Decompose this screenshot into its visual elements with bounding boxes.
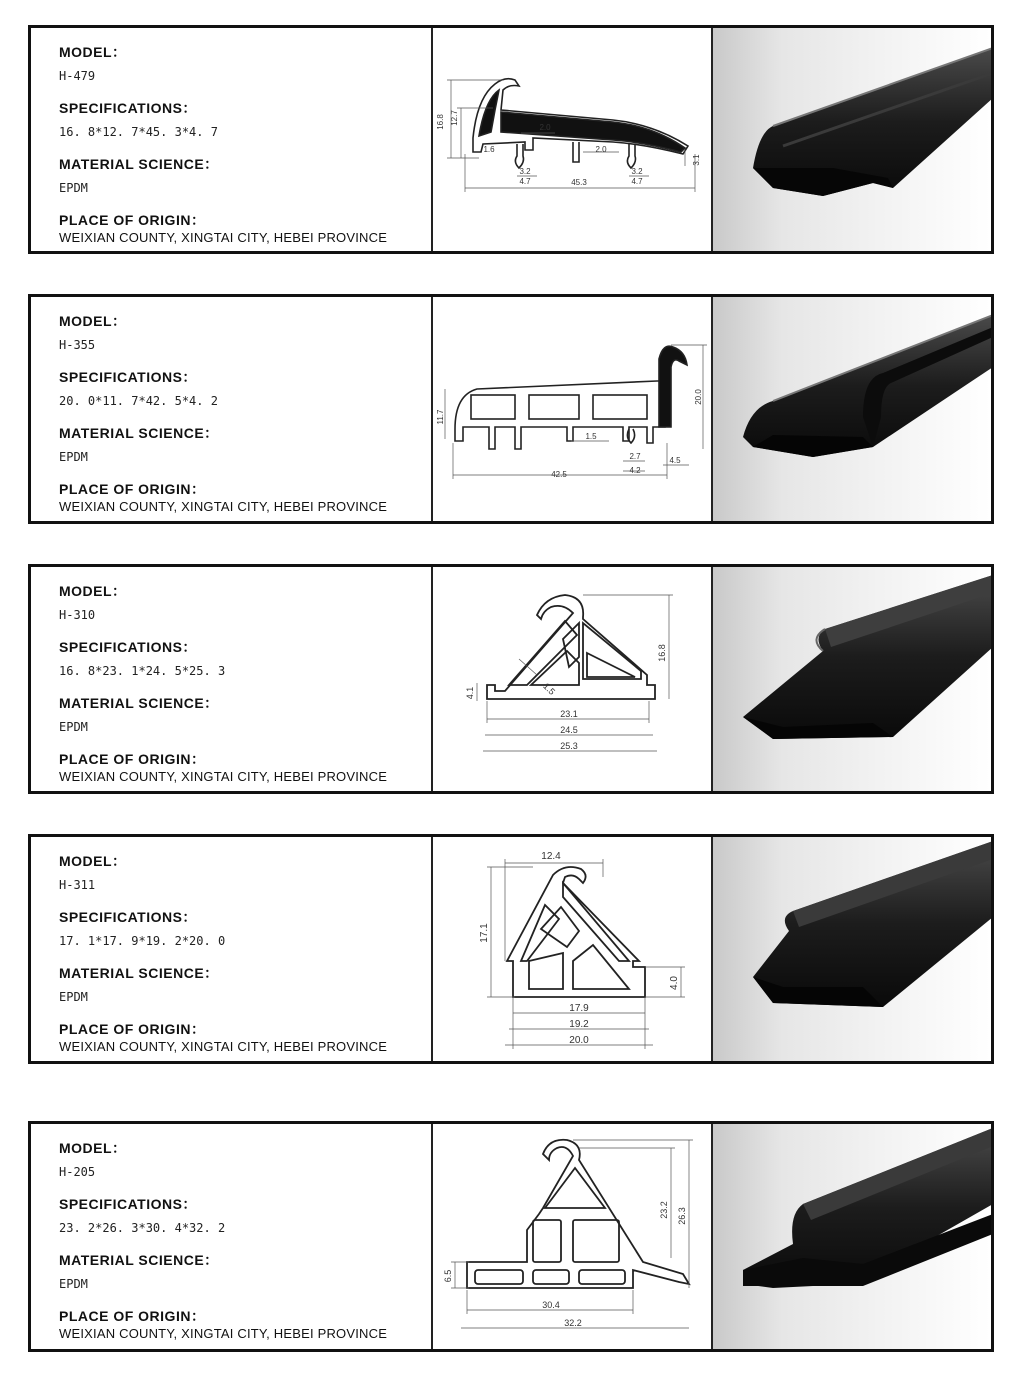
product-card (28, 1121, 994, 1352)
specifications-value: 16. 8*23. 1*24. 5*25. 3 (59, 664, 226, 678)
origin-value: WEIXIAN COUNTY, XINGTAI CITY, HEBEI PROVINCE (59, 499, 388, 514)
product-photo (713, 1124, 991, 1349)
specifications-value: 20. 0*11. 7*42. 5*4. 2 (59, 394, 218, 408)
origin-value: WEIXIAN COUNTY, XINGTAI CITY, HEBEI PROVINCE (59, 769, 388, 784)
dim-text: 11.7 (436, 409, 445, 425)
model-label: MODEL： (59, 853, 127, 869)
specifications-label: SPECIFICATIONS： (59, 100, 197, 116)
specifications-value: 16. 8*12. 7*45. 3*4. 7 (59, 125, 218, 139)
product-card (28, 294, 994, 524)
dim-text: 24.5 (560, 725, 578, 735)
specifications-label: SPECIFICATIONS： (59, 639, 197, 655)
product-photo (713, 28, 991, 251)
model-value: H-355 (59, 338, 96, 352)
product-card (28, 564, 994, 794)
product-info (31, 1124, 433, 1349)
dim-text: 16.8 (657, 644, 667, 662)
dim-text: 12.4 (541, 851, 561, 862)
profile-render (713, 1124, 991, 1349)
profile-drawing-svg (433, 567, 711, 791)
material-value: EPDM (59, 990, 88, 1004)
dim-text: 19.2 (569, 1019, 589, 1030)
origin-label: PLACE OF ORIGIN： (59, 1021, 206, 1037)
profile-drawing (433, 28, 713, 251)
material-value: EPDM (59, 450, 88, 464)
profile-drawing (433, 297, 713, 521)
product-photo (713, 297, 991, 521)
origin-label: PLACE OF ORIGIN： (59, 1308, 206, 1324)
dim-text: 2.7 (629, 452, 641, 461)
dim-text: 26.3 (677, 1207, 687, 1225)
dim-text: 4.7 (631, 177, 643, 186)
product-info (31, 567, 433, 791)
profile-render (713, 297, 991, 521)
dim-text: 23.1 (560, 709, 578, 719)
material-value: EPDM (59, 720, 88, 734)
dim-text: 20.0 (694, 389, 703, 405)
dim-text: 30.4 (542, 1300, 560, 1310)
origin-label: PLACE OF ORIGIN： (59, 751, 206, 767)
product-photo (713, 837, 991, 1061)
origin-value: WEIXIAN COUNTY, XINGTAI CITY, HEBEI PROVINCE (59, 1039, 388, 1054)
dim-text: 3.2 (519, 167, 531, 176)
profile-drawing-svg (433, 837, 711, 1061)
profile-render (713, 28, 991, 251)
dim-text: 4.2 (629, 466, 641, 475)
product-card (28, 834, 994, 1064)
origin-value: WEIXIAN COUNTY, XINGTAI CITY, HEBEI PROVINCE (59, 230, 388, 245)
dim-text: 17.1 (479, 923, 490, 943)
model-value: H-310 (59, 608, 96, 622)
dim-text: 42.5 (551, 470, 567, 479)
dim-text: 23.2 (659, 1201, 669, 1219)
dim-text: 1.6 (483, 145, 495, 154)
material-label: MATERIAL SCIENCE： (59, 1252, 219, 1268)
material-value: EPDM (59, 181, 88, 195)
material-value: EPDM (59, 1277, 88, 1291)
profile-drawing (433, 837, 713, 1061)
material-label: MATERIAL SCIENCE： (59, 156, 219, 172)
model-value: H-479 (59, 69, 96, 83)
dim-text: 1.5 (541, 680, 558, 697)
dim-text: 4.0 (669, 976, 680, 990)
product-info (31, 297, 433, 521)
specifications-value: 17. 1*17. 9*19. 2*20. 0 (59, 934, 226, 948)
dim-text: 4.5 (669, 456, 681, 465)
specifications-value: 23. 2*26. 3*30. 4*32. 2 (59, 1221, 226, 1235)
dim-text: 20.0 (569, 1035, 589, 1046)
profile-drawing-svg (433, 28, 711, 251)
specifications-label: SPECIFICATIONS： (59, 1196, 197, 1212)
origin-label: PLACE OF ORIGIN： (59, 212, 206, 228)
profile-render (713, 567, 991, 791)
material-label: MATERIAL SCIENCE： (59, 965, 219, 981)
dim-text: 32.2 (564, 1318, 582, 1328)
dim-text: 25.3 (560, 741, 578, 751)
origin-value: WEIXIAN COUNTY, XINGTAI CITY, HEBEI PROVINCE (59, 1326, 388, 1341)
dim-text: 16.8 (436, 114, 445, 130)
dim-text: 4.7 (519, 177, 531, 186)
model-label: MODEL： (59, 583, 127, 599)
material-label: MATERIAL SCIENCE： (59, 425, 219, 441)
product-info (31, 837, 433, 1061)
dim-text: 45.3 (571, 178, 587, 187)
profile-drawing-svg (433, 297, 711, 521)
product-photo (713, 567, 991, 791)
product-card (28, 25, 994, 254)
dim-text: 3.2 (631, 167, 643, 176)
model-value: H-205 (59, 1165, 96, 1179)
dim-text: 17.9 (569, 1003, 589, 1014)
dim-text: 6.5 (443, 1269, 453, 1283)
model-label: MODEL： (59, 313, 127, 329)
model-label: MODEL： (59, 44, 127, 60)
origin-label: PLACE OF ORIGIN： (59, 481, 206, 497)
model-label: MODEL： (59, 1140, 127, 1156)
model-value: H-311 (59, 878, 96, 892)
profile-drawing (433, 567, 713, 791)
dim-text: 1.5 (585, 432, 597, 441)
profile-drawing-svg (433, 1124, 711, 1349)
profile-drawing (433, 1124, 713, 1349)
dim-text: 4.1 (465, 686, 475, 700)
profile-render (713, 837, 991, 1061)
product-info (31, 28, 433, 251)
dim-text: 3.1 (692, 154, 701, 166)
dim-text: 12.7 (450, 110, 459, 126)
specifications-label: SPECIFICATIONS： (59, 369, 197, 385)
specifications-label: SPECIFICATIONS： (59, 909, 197, 925)
dim-text: 2.0 (539, 123, 551, 132)
dim-text: 2.0 (595, 145, 607, 154)
material-label: MATERIAL SCIENCE： (59, 695, 219, 711)
